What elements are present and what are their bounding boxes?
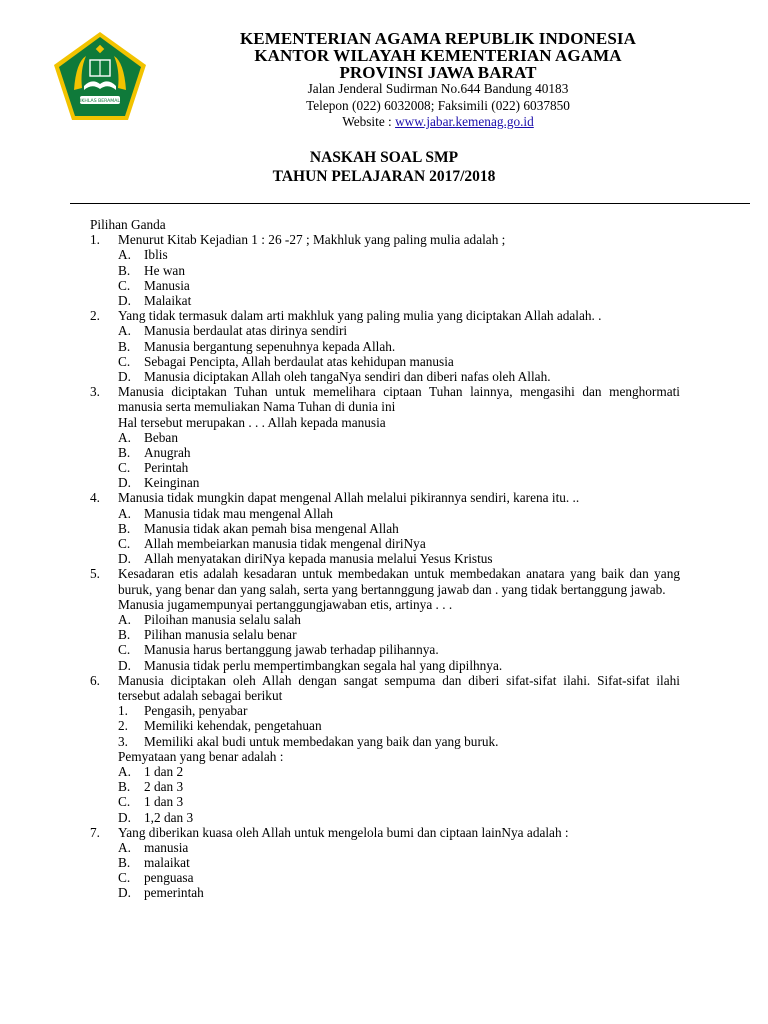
option-text: Manusia bergantung sepenuhnya kepada Allah. <box>144 338 396 354</box>
question-number: 3. <box>90 384 100 400</box>
answer-option <box>118 885 680 900</box>
option-letter: C. <box>118 536 131 552</box>
option-text: 1 dan 2 <box>144 763 184 779</box>
answer-option <box>118 430 680 445</box>
option-text: manusia <box>144 839 189 855</box>
option-letter: D. <box>118 657 131 673</box>
answer-option <box>118 870 680 885</box>
option-letter: D. <box>118 885 131 901</box>
exam-year: TAHUN PELAJARAN 2017/2018 <box>272 168 496 185</box>
answer-option <box>118 840 680 855</box>
option-text: Manusia harus bertanggung jawab terhadap pilihannya. <box>144 642 439 658</box>
question-item <box>90 566 680 672</box>
ministry-name: KEMENTERIAN AGAMA REPUBLIK INDONESIA <box>239 29 637 48</box>
question-text: Manusia tidak mungkin dapat mengenal Allah melalui pikirannya sendiri, karena itu. .. <box>118 490 580 506</box>
answer-option <box>118 810 680 825</box>
statement-number: 3. <box>118 733 128 749</box>
exam-heading <box>0 148 768 186</box>
answer-option <box>118 278 680 293</box>
answer-option <box>118 642 680 657</box>
question-text: Manusia diciptakan oleh Allah dengan sangat sempuma dan diberi sifat-sifat ilahi. Sifat-sifat ilahi tersebut adalah sebagai berikut <box>118 672 680 703</box>
province-name: PROVINSI JAWA BARAT <box>339 63 537 82</box>
option-letter: D. <box>118 475 131 491</box>
option-letter: D. <box>118 292 131 308</box>
question-item <box>90 673 680 825</box>
option-letter: D. <box>118 809 131 825</box>
question-item <box>90 384 680 490</box>
option-letter: D. <box>118 551 131 567</box>
answer-option <box>118 263 680 278</box>
question-text: Yang diberikan kuasa oleh Allah untuk mengelola bumi dan ciptaan lainNya adalah : <box>118 824 569 840</box>
question-number: 5. <box>90 566 100 582</box>
option-text: malaikat <box>144 855 190 871</box>
answer-option <box>118 293 680 308</box>
answer-option <box>118 627 680 642</box>
option-text: 2 dan 3 <box>144 779 184 795</box>
statement-item <box>118 718 680 733</box>
question-number: 2. <box>90 308 100 324</box>
statement-text: Pengasih, penyabar <box>144 703 248 719</box>
option-letter: A. <box>118 612 131 628</box>
answer-option <box>118 445 680 460</box>
option-text: Keinginan <box>144 475 200 491</box>
answer-option <box>118 369 680 384</box>
answer-option <box>118 612 680 627</box>
option-text: penguasa <box>144 870 194 886</box>
question-text: Kesadaran etis adalah kesadaran untuk membedakan untuk membedakan anatara yang baik dan yang buruk, yang benar dan yang salah, serta yang bertannggung jawab dan . yang tidak bertanggung jawab. <box>118 566 680 597</box>
answer-option <box>118 339 680 354</box>
option-text: Manusia diciptakan Allah oleh tangaNya sendiri dan diberi nafas oleh Allah. <box>144 368 551 384</box>
option-text: 1 dan 3 <box>144 794 184 810</box>
option-letter: C. <box>118 460 131 476</box>
option-text: Pilihan manusia selalu benar <box>144 627 297 643</box>
option-text: Malaikat <box>144 292 192 308</box>
answer-option <box>118 794 680 809</box>
answer-option <box>118 779 680 794</box>
exam-title: NASKAH SOAL SMP <box>309 149 459 166</box>
statement-text: Memiliki akal budi untuk membedakan yang baik dan yang buruk. <box>144 733 499 749</box>
address: Jalan Jenderal Sudirman No.644 Bandung 40183 <box>307 81 569 96</box>
question-text: Manusia diciptakan Tuhan untuk memelihara ciptaan Tuhan lainnya, mengasihi dan menghormati manusia serta memuliakan Nama Tuhan di dunia ini <box>118 384 680 415</box>
answer-option <box>118 354 680 369</box>
option-text: Sebagai Pencipta, Allah berdaulat atas kehidupan manusia <box>144 353 454 369</box>
option-text: Manusia <box>144 277 190 293</box>
phone-fax: Telepon (022) 6032008; Faksimili (022) 6037850 <box>306 97 570 113</box>
option-text: Perintah <box>144 460 189 476</box>
kemenag-logo <box>50 28 150 128</box>
option-letter: C. <box>118 277 131 293</box>
question-item <box>90 308 680 384</box>
option-letter: C. <box>118 870 131 886</box>
letterhead <box>188 30 688 131</box>
option-text: Manusia tidak akan pemah bisa mengenal Allah <box>144 520 399 536</box>
question-list <box>90 217 680 901</box>
website-label: Website : <box>342 114 396 129</box>
website-link[interactable]: www.jabar.kemenag.go.id <box>395 114 534 129</box>
option-letter: B. <box>118 627 131 643</box>
option-text: Beban <box>144 429 178 445</box>
logo-caption: IKHLAS BERAMAL <box>80 99 120 104</box>
answer-option <box>118 551 680 566</box>
answer-option <box>118 506 680 521</box>
option-letter: C. <box>118 794 131 810</box>
answer-option <box>118 460 680 475</box>
section-title: Pilihan Ganda <box>90 217 166 232</box>
option-letter: A. <box>118 763 131 779</box>
header-divider <box>70 203 750 204</box>
question-stem: Manusia jugamempunyai pertanggungjawaban etis, artinya . . . <box>118 596 453 612</box>
questions-container <box>90 232 680 900</box>
option-text: Allah membeiarkan manusia tidak mengenal diriNya <box>144 536 426 552</box>
option-text: Iblis <box>144 247 168 263</box>
option-letter: B. <box>118 444 131 460</box>
statement-number: 2. <box>118 718 128 734</box>
question-text: Menurut Kitab Kejadian 1 : 26 -27 ; Makhluk yang paling mulia adalah ; <box>118 232 506 248</box>
question-number: 7. <box>90 824 100 840</box>
answer-option <box>118 323 680 338</box>
option-letter: B. <box>118 338 131 354</box>
answer-option <box>118 475 680 490</box>
website-line <box>188 114 688 131</box>
question-text: Yang tidak termasuk dalam arti makhluk yang paling mulia yang diciptakan Allah adalah. . <box>118 308 602 324</box>
answer-option <box>118 764 680 779</box>
question-number: 6. <box>90 672 100 688</box>
option-text: pemerintah <box>144 885 204 901</box>
answer-option <box>118 536 680 551</box>
option-letter: B. <box>118 779 131 795</box>
option-text: Piloihan manusia selalu salah <box>144 612 301 628</box>
answer-option <box>118 247 680 262</box>
question-item <box>90 232 680 308</box>
option-letter: B. <box>118 855 131 871</box>
option-letter: B. <box>118 520 131 536</box>
option-letter: B. <box>118 262 131 278</box>
statement-item <box>118 703 680 718</box>
statement-text: Memiliki kehendak, pengetahuan <box>144 718 322 734</box>
option-letter: C. <box>118 642 131 658</box>
option-text: Manusia tidak mau mengenal Allah <box>144 505 334 521</box>
option-letter: D. <box>118 368 131 384</box>
option-text: 1,2 dan 3 <box>144 809 194 825</box>
option-text: Anugrah <box>144 444 191 460</box>
option-text: He wan <box>144 262 185 278</box>
question-stem: Pemyataan yang benar adalah : <box>118 748 284 764</box>
option-text: Manusia tidak perlu mempertimbangkan segala hal yang dipilhnya. <box>144 657 503 673</box>
option-letter: A. <box>118 323 131 339</box>
question-number: 1. <box>90 232 100 248</box>
option-text: Allah menyatakan diriNya kepada manusia melalui Yesus Kristus <box>144 551 493 567</box>
question-item <box>90 490 680 566</box>
option-letter: A. <box>118 505 131 521</box>
option-letter: A. <box>118 429 131 445</box>
option-text: Manusia berdaulat atas dirinya sendiri <box>144 323 348 339</box>
question-stem: Hal tersebut merupakan . . . Allah kepada manusia <box>118 414 386 430</box>
statement-number: 1. <box>118 703 128 719</box>
answer-option <box>118 658 680 673</box>
answer-option <box>118 855 680 870</box>
option-letter: A. <box>118 839 131 855</box>
question-item <box>90 825 680 901</box>
question-number: 4. <box>90 490 100 506</box>
option-letter: C. <box>118 353 131 369</box>
statement-item <box>118 734 680 749</box>
option-letter: A. <box>118 247 131 263</box>
answer-option <box>118 521 680 536</box>
office-name: KANTOR WILAYAH KEMENTERIAN AGAMA <box>254 46 622 65</box>
